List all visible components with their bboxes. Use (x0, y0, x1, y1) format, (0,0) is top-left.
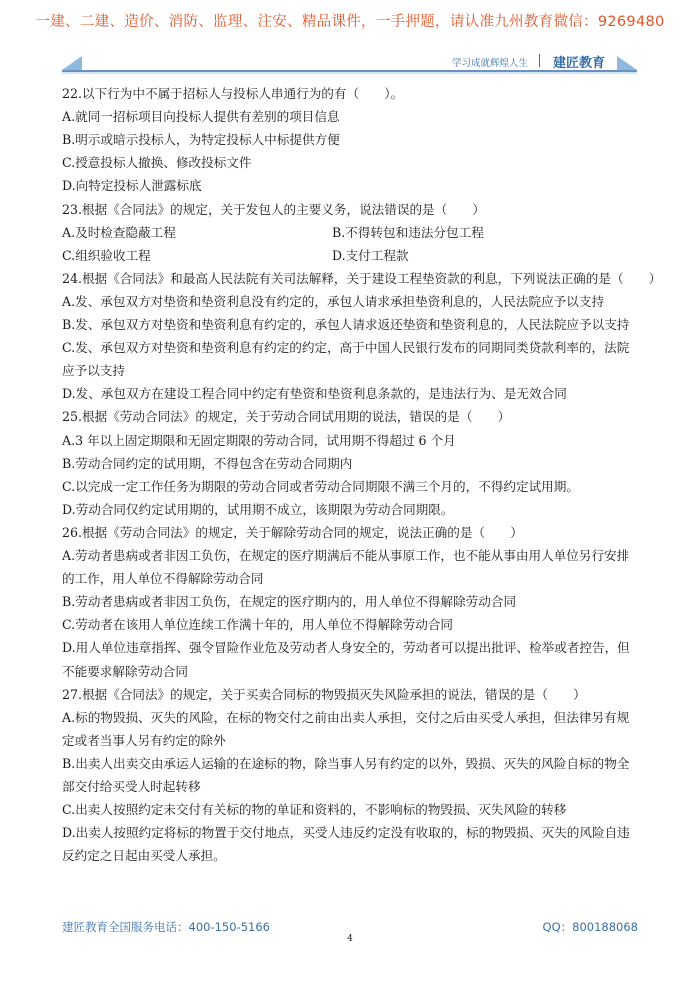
answer-option: 部交付给买受人时起转移 (62, 779, 201, 794)
question-stem: 23.根据《合同法》的规定，关于发包人的主要义务，说法错误的是（ ） (62, 201, 486, 217)
answer-option: D.用人单位违章指挥、强令冒险作业危及劳动者人身安全的，劳动者可以提出批评、检举或者控告，但 (62, 640, 630, 656)
answer-option: C.出卖人按照约定未交付有关标的物的单证和资料的，不影响标的物毁损、灭失风险的转移 (62, 802, 567, 818)
answer-option-line (62, 132, 340, 148)
answer-option: 不能要求解除劳动合同 (62, 663, 188, 679)
answer-option-line (62, 825, 630, 841)
answer-option: D.发、承包双方在建设工程合同中约定有垫资和垫资利息条款的，是违法行为、是无效合同 (62, 386, 567, 402)
answer-option: D.劳动合同仅约定试用期的，试用期不成立，该期限为劳动合同期限。 (62, 501, 454, 517)
answer-option-line (62, 386, 567, 402)
answer-option-line (62, 317, 629, 333)
answer-option: D.向特定投标人泄露标底 (62, 178, 202, 194)
answer-option: D.出卖人按照约定将标的物置于交付地点，买受人违反约定没有收取的，标的物毁损、灭失的风险自违 (62, 825, 630, 841)
answer-option-line (62, 640, 630, 656)
footer-qq: QQ：800188068 (542, 920, 638, 934)
answer-option: A.就同一招标项目向投标人提供有差别的项目信息 (62, 109, 340, 125)
answer-option-line (62, 594, 516, 610)
footer-service-phone: 建匠教育全国服务电话：400-150-5166 (62, 920, 270, 934)
answer-option-line (62, 433, 456, 449)
answer-option-line (62, 456, 352, 472)
question-stem: 26.根据《劳动合同法》的规定，关于解除劳动合同的规定，说法正确的是（ ） (62, 524, 523, 540)
answer-option: B.劳动者患病或者非因工负伤，在规定的医疗期内的，用人单位不得解除劳动合同 (62, 594, 517, 610)
question-stem-line (62, 409, 510, 425)
question-stem: 22.以下行为中不属于招标人与投标人串通行为的有（ ）。 (62, 86, 404, 101)
answer-option-line (62, 710, 629, 726)
answer-option-line (62, 340, 629, 356)
answer-option-line (62, 178, 202, 194)
answer-option-line (62, 548, 629, 564)
answer-option-line (62, 756, 629, 772)
answer-option-line (62, 802, 566, 818)
answer-option: C.发、承包双方对垫资和垫资利息有约定的约定，高于中国人民银行发布的同期同类贷款利率的，法院 (62, 340, 630, 356)
answer-option-row (62, 247, 409, 264)
answer-option: 反约定之日起由买受人承担。 (62, 848, 226, 864)
question-stem-line (62, 271, 661, 287)
header-brand: 建匠教育 (553, 56, 606, 71)
answer-option-line (62, 155, 252, 171)
answer-option: B.发、承包双方对垫资和垫资利息有约定的，承包人请求返还垫资和垫资利息的，人民法院应予以支持 (62, 317, 630, 332)
answer-option: C.授意投标人撤换、修改投标文件 (62, 155, 252, 171)
header-separator (539, 54, 540, 67)
question-stem-line (62, 525, 523, 541)
question-stem-line (62, 202, 485, 218)
answer-option-line (62, 479, 579, 495)
answer-option: D.支付工程款 (332, 247, 409, 263)
question-stem: 24.根据《合同法》和最高人民法院有关司法解释，关于建设工程垫资款的利息，下列说法正确的是（ ） (62, 270, 662, 286)
header-band-graphic (62, 52, 637, 74)
answer-option-line (62, 571, 264, 587)
question-stem-line (62, 687, 586, 703)
header-band (62, 52, 637, 74)
question-stem: 25.根据《劳动合同法》的规定，关于劳动合同试用期的说法，错误的是（ ） (62, 409, 511, 425)
answer-option: A.标的物毁损、灭失的风险，在标的物交付之前由出卖人承担，交付之后由买受人承担，但法律另有规 (62, 709, 630, 725)
answer-option-line (62, 779, 201, 795)
answer-option-line (62, 733, 226, 749)
answer-option: B.明示或暗示投标人，为特定投标人中标提供方便 (62, 132, 340, 148)
answer-option: C.劳动者在该用人单位连续工作满十年的，用人单位不得解除劳动合同 (62, 617, 454, 633)
answer-option-line (62, 363, 125, 379)
answer-option: C.以完成一定工作任务为期限的劳动合同或者劳动合同期限不满三个月的，不得约定试用期。 (62, 478, 579, 494)
answer-option-line (62, 848, 226, 864)
answer-option-line (62, 294, 604, 310)
answer-option: A.发、承包双方对垫资和垫资利息没有约定的，承包人请求承担垫资利息的，人民法院应予以支持 (62, 293, 605, 309)
answer-option-line (62, 109, 340, 125)
answer-option: B.不得转包和违法分包工程 (332, 224, 484, 240)
answer-option: C.组织验收工程 (62, 247, 151, 263)
answer-option: 的工作，用人单位不得解除劳动合同 (62, 571, 264, 587)
answer-option-row (62, 224, 484, 241)
answer-option: 定或者当事人另有约定的除外 (62, 732, 226, 748)
answer-option: A.及时检查隐蔽工程 (62, 224, 176, 240)
answer-option: A.劳动者患病或者非因工负伤，在规定的医疗期满后不能从事原工作，也不能从事由用人单位另行安排 (62, 548, 630, 563)
answer-option-line (62, 502, 453, 518)
question-stem-line (62, 86, 403, 102)
answer-option-line (62, 617, 453, 633)
promo-banner: 一建、二建、造价、消防、监理、注安、精品课件，一手押题，请认准九州教育微信：9269480 (35, 14, 665, 30)
answer-option: A.3 年以上固定期限和无固定期限的劳动合同，试用期不得超过 6 个月 (62, 432, 456, 448)
answer-option: B.出卖人出卖交由承运人运输的在途标的物，除当事人另有约定的以外，毁损、灭失的风险自标的物全 (62, 755, 630, 771)
header-slogan: 学习成就辉煌人生 (452, 58, 529, 69)
answer-option-line (62, 664, 188, 680)
answer-option: B.劳动合同约定的试用期，不得包含在劳动合同期内 (62, 455, 353, 471)
answer-option: 应予以支持 (62, 363, 125, 379)
question-stem: 27.根据《合同法》的规定，关于买卖合同标的物毁损灭失风险承担的说法，错误的是（ ） (62, 686, 586, 702)
page-number: 4 (347, 934, 353, 944)
